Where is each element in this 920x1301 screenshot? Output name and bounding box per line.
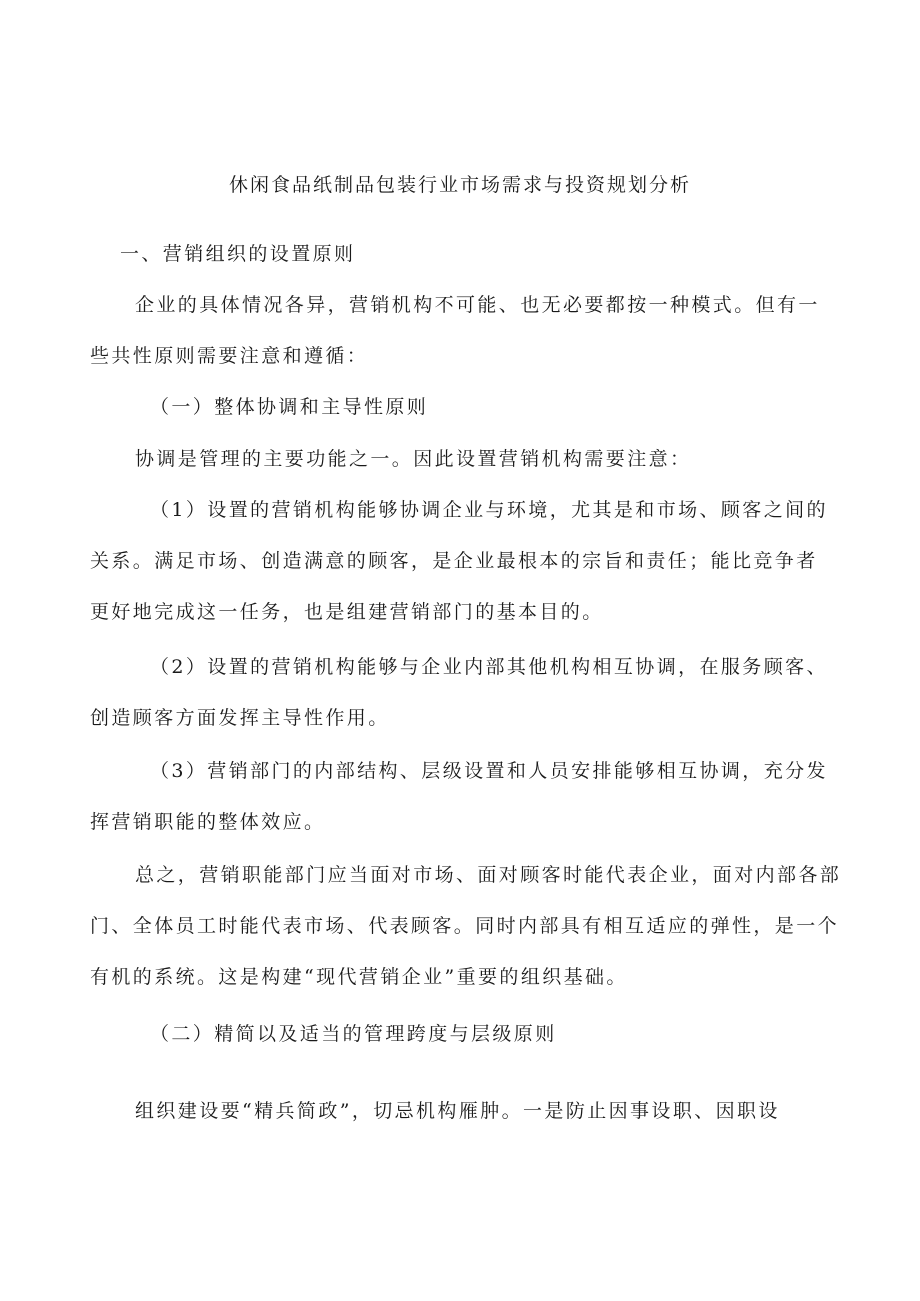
subsection-heading: （一）整体协调和主导性原则 [150, 396, 429, 418]
paragraph-line: 些共性原则需要注意和遵循： [90, 345, 369, 367]
paragraph-line: 企业的具体情况各异，营销机构不可能、也无必要都按一种模式。但有一 [135, 294, 820, 316]
paragraph-line: 协调是管理的主要功能之一。因此设置营销机构需要注意： [135, 448, 692, 470]
section-heading: 一、营销组织的设置原则 [120, 243, 356, 265]
paragraph-line: （1）设置的营销机构能够协调企业与环境，尤其是和市场、顾客之间的 [150, 499, 828, 521]
document-title: 休闲食品纸制品包装行业市场需求与投资规划分析 [229, 174, 692, 196]
paragraph-line: 创造顾客方面发挥主导性作用。 [90, 707, 390, 729]
paragraph-line: 有机的系统。这是构建“现代营销企业”重要的组织基础。 [90, 966, 628, 988]
paragraph-line: （2）设置的营销机构能够与企业内部其他机构相互协调，在服务顾客、 [150, 656, 828, 678]
paragraph-line: 更好地完成这一任务，也是组建营销部门的基本目的。 [90, 601, 604, 623]
paragraph-line: 挥营销职能的整体效应。 [90, 811, 326, 833]
paragraph-line: 门、全体员工时能代表市场、代表顾客。同时内部具有相互适应的弹性，是一个 [90, 915, 840, 937]
paragraph-line: 组织建设要“精兵简政”，切忌机构雁肿。一是防止因事设职、因职设 [135, 1100, 780, 1122]
subsection-heading: （二）精简以及适当的管理跨度与层级原则 [150, 1023, 557, 1045]
paragraph-line: 关系。满足市场、创造满意的顾客，是企业最根本的宗旨和责任；能比竞争者 [90, 550, 818, 572]
paragraph-line: 总之，营销职能部门应当面对市场、面对顾客时能代表企业，面对内部各部 [135, 864, 842, 886]
paragraph-line: （3）营销部门的内部结构、层级设置和人员安排能够相互协调，充分发 [150, 760, 828, 782]
